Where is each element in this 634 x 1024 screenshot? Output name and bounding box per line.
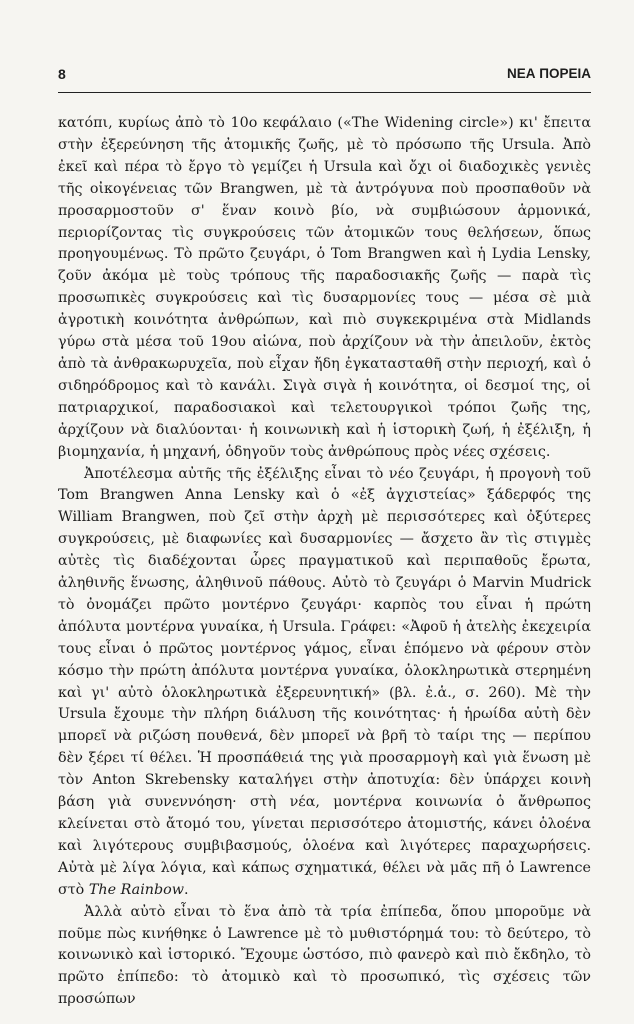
page-number: 8	[58, 66, 66, 82]
book-title: The Rainbow	[88, 881, 184, 898]
body-text	[58, 113, 591, 1011]
paragraph-1: κατόπι, κυρίως ἀπὸ τὸ 10ο κεφάλαιο («The Widening circle») κι' ἔπειτα στὴν ἐξερεύνηση τῆς ἀτομικῆς ζωῆς, μὲ τὸ πρόσωπο τῆς Ursula. Ἀπὸ ἐκεῖ καὶ πέρα τὸ ἔργο τὸ γεμίζει ἡ Ursula καὶ ὄχι οἱ διαδοχικὲς γενιὲς τῆς οἰκογένειας τῶν Brangwen, μὲ τὰ ἀντρόγυνα ποὺ προσπαθοῦν νὰ προσαρμοστοῦν σ' ἕναν κοινὸ βίο, νὰ συμβιώσουν ἁρμονικά, περιορίζοντας τὶς συγκρούσεις τῶν ἀτομικῶν τους θελήσεων, ὅπως προηγουμένως. Τὸ πρῶτο ζευγάρι, ὁ Tom Brangwen καὶ ἡ Lydia Lensky, ζοῦν ἀκόμα μὲ τοὺς τρόπους τῆς παραδοσιακῆς ζωῆς — παρὰ τὶς προσωπικὲς συγκρούσεις καὶ τὶς δυσαρμονίες τους — μέσα σὲ μιὰ ἀγροτικὴ κοινότητα ἀνθρώπων, καὶ πιὸ συγκεκριμένα στὰ Midlands γύρω στὰ μέσα τοῦ 19ου αἰώνα, ποὺ ἀρχίζουν νὰ τὴν ἀπειλοῦν, ἐκτὸς ἀπὸ τὰ ἀνθρακωρυχεῖα, ποὺ εἶχαν ἤδη ἐγκατασταθῆ στὴν περιοχή, καὶ ὁ σιδηρόδρομος καὶ τὸ κανάλι. Σιγὰ σιγὰ ἡ κοινότητα, οἱ δεσμοί της, οἱ πατριαρχικοί, παραδοσιακοὶ καὶ τελετουργικοὶ τρόποι ζωῆς της, ἀρχίζουν νὰ διαλύονται· ἡ κοινωνικὴ καὶ ἡ ἱστορικὴ ζωή, ἡ ἐξέλιξη, ἡ βιομηχανία, ἡ μηχανή, ὁδηγοῦν τοὺς ἀνθρώπους πρὸς νέες σχέσεις.	[58, 115, 591, 460]
header-rule	[58, 92, 591, 93]
paragraph-2: Ἀποτέλεσμα αὐτῆς τῆς ἐξέλιξης εἶναι τὸ νέο ζευγάρι, ἡ προγονὴ τοῦ Tom Brangwen Anna Lensky καὶ ὁ «ἐξ ἀγχιστείας» ξάδερφός της William Brangwen, ποὺ ζεῖ στὴν ἀρχὴ μὲ περισσότερες καὶ ὀξύτερες συγκρούσεις, μὲ διαφωνίες καὶ δυσαρμονίες — ἄσχετο ἂν τὶς στιγμὲς αὐτὲς τὶς διαδέχονται ὧρες πραγματικοῦ καὶ περιπαθοῦς ἔρωτα, ἀληθινῆς ἕνωσης, ἀληθινοῦ πάθους. Αὐτὸ τὸ ζευγάρι ὁ Marvin Mudrick τὸ ὀνομάζει πρῶτο μοντέρνο ζευγάρι· καρπὸς του εἶναι ἡ πρώτη ἀπόλυτα μοντέρνα γυναίκα, ἡ Ursula. Γράφει: «Ἀφοῦ ἡ ἀτελὴς ἐκεχειρία τους εἶναι ὁ πρῶτος μοντέρνος γάμος, εἶναι ἑπόμενο νὰ φέρουν στὸν κόσμο τὴν πρώτη ἀπόλυτα μοντέρνα γυναίκα, ὁλοκληρωτικὰ στερημένη καὶ γι' αὐτὸ ὁλοκληρωτικὰ ἐξερευνητική» (βλ. ἐ.ἁ., σ. 260). Μὲ τὴν Ursula ἔχουμε τὴν πλήρη διάλυση τῆς κοινότητας· ἡ ἡρωίδα αὐτὴ δὲν μπορεῖ νὰ ριζώση πουθενά, δὲν μπορεῖ νὰ βρῆ τὸ ταίρι της — περίπου δὲν ξέρει τί θέλει. Ἡ προσπάθειά της γιὰ προσαρμογὴ καὶ γιὰ ἕνωση μὲ τὸν Anton Skrebensky καταλήγει στὴν ἀποτυχία: δὲν ὑπάρχει κοινὴ βάση γιὰ συνεννόηση· στὴ νέα, μοντέρνα κοινωνία ὁ ἄνθρωπος κλείνεται στὸ ἄτομό του, γίνεται περισσότερο ἀτομιστής, κάνει ὁλοένα καὶ λιγότερους συμβιβασμούς, ὁλοένα καὶ λιγότερες παραχωρήσεις. Αὐτὰ μὲ λίγα λόγια, καὶ κάπως σχηματικά, θέλει νὰ μᾶς πῆ ὁ Lawrence στὸ The Rainbow.	[58, 465, 591, 898]
page-header	[58, 66, 591, 86]
running-title: ΝΕΑ ΠΟΡΕΙΑ	[506, 66, 591, 81]
paragraph-3: Ἀλλὰ αὐτὸ εἶναι τὸ ἕνα ἀπὸ τὰ τρία ἐπίπεδα, ὅπου μποροῦμε νὰ ποῦμε πὼς κινήθηκε ὁ Lawrence μὲ τὸ μυθιστόρημά του: τὸ δεύτερο, τὸ κοινωνικὸ καὶ ἱστορικό. Ἔχουμε ὡστόσο, πιὸ φανερὸ καὶ πιὸ ἔκδηλο, τὸ πρῶτο ἐπίπεδο: τὸ ἀτομικὸ καὶ τὸ προσωπικό, τὶς σχέσεις τῶν προσώπων	[58, 903, 591, 1008]
